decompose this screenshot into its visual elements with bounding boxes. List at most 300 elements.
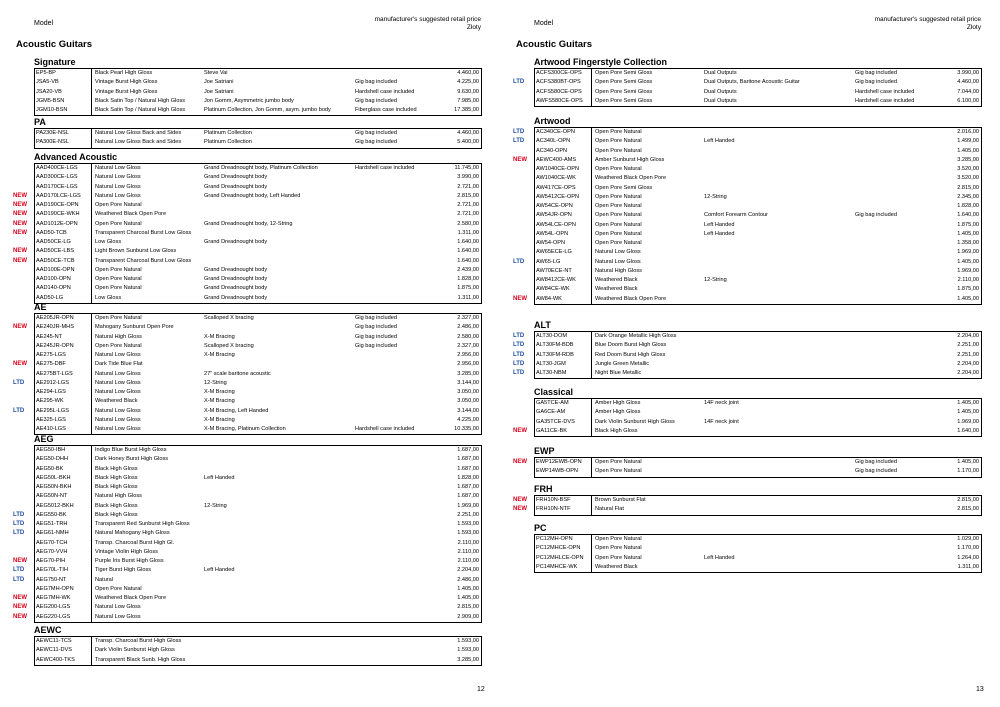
price-cell: 3.520,00 xyxy=(957,175,979,182)
ltd-badge: LTD xyxy=(13,407,25,414)
finish-cell: Low Gloss xyxy=(95,239,122,245)
model-cell: AEG50-BK xyxy=(34,465,92,474)
price-cell: 1.969,00 xyxy=(957,249,979,256)
table-row xyxy=(34,416,481,425)
accessory-cell: Gig bag included xyxy=(355,342,397,349)
price-cell: 1.264,00 xyxy=(957,554,979,561)
model-cell: AE410-LGS xyxy=(34,425,92,434)
table-row xyxy=(534,221,981,230)
finish-cell: Natural Flat xyxy=(595,506,624,513)
model-cell: FRH10N-BSF xyxy=(534,496,592,505)
new-badge: NEW xyxy=(13,613,27,620)
price-cell: 1.593,00 xyxy=(457,521,479,527)
model-cell: AE245JR-OPN xyxy=(34,342,92,351)
series-title: EWP xyxy=(534,446,555,456)
model-cell: AAD300CE-LGS xyxy=(34,173,92,182)
table-row xyxy=(534,248,981,257)
finish-cell: Black High Gloss xyxy=(595,427,638,434)
model-cell: AEG61-NMH xyxy=(34,529,92,538)
price-cell: 2.204,00 xyxy=(957,333,979,339)
finish-cell: Natural Low Gloss xyxy=(95,192,141,199)
finish-cell: Open Pore Natural xyxy=(595,240,642,246)
series-title: Artwood xyxy=(534,116,571,126)
price-cell: 2.327,00 xyxy=(457,342,479,349)
finish-cell: Open Pore Natural xyxy=(595,554,642,561)
finish-cell: Open Pore Natural xyxy=(595,203,642,209)
price-cell: 2.204,00 xyxy=(457,567,479,574)
model-cell: PC12MHCE-OPN xyxy=(534,544,592,553)
table-row xyxy=(34,646,481,655)
model-cell: AEG750-NT xyxy=(34,576,92,585)
table-row xyxy=(34,238,481,247)
model-cell: AE295-WK xyxy=(34,397,92,406)
price-cell: 17.385,00 xyxy=(454,107,479,113)
finish-cell: Weathered Black Open Pore xyxy=(95,595,167,601)
model-cell: AW5412CE-OPN xyxy=(534,193,592,202)
model-cell: EWP14WB-OPN xyxy=(534,467,592,476)
series-section xyxy=(513,387,982,437)
price-cell: 1.875,00 xyxy=(957,286,979,293)
finish-cell: Natural Low Gloss xyxy=(95,352,141,358)
table-row xyxy=(13,407,481,416)
finish-cell: Open Pore Semi Gloss xyxy=(595,184,653,191)
model-cell: AC340CE-OPN xyxy=(534,128,592,137)
finish-cell: Open Pore Natural xyxy=(95,276,142,282)
model-cell: AW54CE-OPN xyxy=(534,202,592,211)
table-row xyxy=(534,544,981,553)
price-cell: 2.345,00 xyxy=(957,193,979,200)
table-row xyxy=(534,165,981,174)
finish-cell: Open Pore Natural xyxy=(595,221,642,228)
price-cell: 2.486,00 xyxy=(457,324,479,331)
finish-cell: Open Pore Natural xyxy=(595,536,642,542)
price-cell: 2.909,00 xyxy=(457,613,479,620)
finish-cell: Vintage Burst High Gloss xyxy=(95,79,158,86)
price-cell: 1.687,00 xyxy=(457,447,479,453)
model-cell: AAD100E-OPN xyxy=(34,266,92,275)
table-row xyxy=(34,275,481,284)
table-row xyxy=(534,239,981,248)
new-badge: NEW xyxy=(13,220,27,227)
ltd-badge: LTD xyxy=(13,530,25,537)
finish-cell: Mahogany Sunburst Open Pore xyxy=(95,324,174,331)
finish-cell: Open Pore Natural xyxy=(95,266,142,273)
feature-cell: Scalloped X bracing xyxy=(204,315,254,321)
feature-cell: 12-String xyxy=(704,277,727,283)
feature-cell: Grand Dreadnought body, 12-String xyxy=(204,220,293,227)
accessory-cell: Gig bag included xyxy=(855,70,897,76)
finish-cell: Black High Gloss xyxy=(95,511,138,518)
table-row xyxy=(534,88,981,97)
finish-cell: Natural Low Gloss xyxy=(95,165,141,171)
ltd-badge: LTD xyxy=(513,129,525,135)
model-cell: GA6CE-AM xyxy=(534,408,592,417)
model-cell: FRH10N-NTF xyxy=(534,505,592,514)
finish-cell: Natural Low Gloss xyxy=(95,183,141,190)
table-row xyxy=(513,78,981,87)
price-cell: 1.640,00 xyxy=(957,212,979,219)
finish-cell: Natural High Gloss xyxy=(95,493,142,500)
series-title: PC xyxy=(534,523,547,533)
feature-cell: Left Handed xyxy=(704,554,735,561)
finish-cell: Natural Low Gloss xyxy=(95,389,141,395)
price-cell: 2.815,00 xyxy=(457,192,479,199)
price-table xyxy=(513,68,982,107)
table-row xyxy=(34,97,481,106)
model-cell: ACFS300CE-OPS xyxy=(534,69,592,78)
finish-cell: Transp. Charcoal Burst High Gloss xyxy=(95,638,182,644)
feature-cell: Left Handed xyxy=(704,138,735,145)
finish-cell: Weathered Black Open Pore xyxy=(595,295,667,302)
finish-cell: Open Pore Natural xyxy=(595,138,642,145)
finish-cell: Natural Low Gloss xyxy=(95,426,141,432)
series-title: ALT xyxy=(534,320,551,330)
feature-cell: Scalloped X bracing xyxy=(204,342,254,349)
price-cell: 1.405,00 xyxy=(957,459,979,465)
price-cell: 1.687,00 xyxy=(457,484,479,490)
model-cell: ALT30-JGM xyxy=(534,360,592,369)
price-cell: 2.110,00 xyxy=(457,539,479,546)
table-row xyxy=(34,656,481,665)
model-cell: ALT30FM-BDB xyxy=(534,341,592,350)
model-cell: AW54LCE-OPN xyxy=(534,221,592,230)
price-cell: 1.593,00 xyxy=(457,638,479,644)
feature-cell: X-M Bracing xyxy=(204,389,235,395)
finish-cell: Transparent Charcoal Burst Low Gloss xyxy=(95,257,192,264)
model-cell: AEG550-BK xyxy=(34,511,92,520)
table-row xyxy=(34,483,481,492)
table-row xyxy=(13,229,481,238)
price-cell: 3.285,00 xyxy=(957,156,979,163)
table-row xyxy=(13,529,481,538)
page-number: 12 xyxy=(477,686,485,693)
table-row xyxy=(534,211,981,220)
table-row xyxy=(513,332,981,341)
table-row xyxy=(34,183,481,192)
accessory-cell: Gig bag included xyxy=(855,212,897,219)
table-row xyxy=(513,156,981,165)
price-cell: 2.721,00 xyxy=(457,202,479,208)
new-badge: NEW xyxy=(513,156,527,163)
table-row xyxy=(34,548,481,557)
finish-cell: Natural Low Gloss xyxy=(95,407,141,414)
accessory-cell: Gig bag included xyxy=(355,79,397,86)
feature-cell: Platinum Collection xyxy=(204,130,252,136)
new-badge: NEW xyxy=(513,459,527,465)
price-cell: 1.405,00 xyxy=(957,400,979,406)
finish-cell: Weathered Black Open Pore xyxy=(95,211,167,218)
model-cell: AAD140-OPN xyxy=(34,284,92,293)
price-cell: 2.580,00 xyxy=(457,220,479,227)
model-cell: AEG7MH-WK xyxy=(34,594,92,603)
finish-cell: Natural xyxy=(95,576,114,583)
model-cell: AEG70-VVH xyxy=(34,548,92,557)
ltd-badge: LTD xyxy=(513,333,525,339)
feature-cell: Dual Outputs xyxy=(704,70,737,76)
feature-cell: 12-String xyxy=(704,193,727,200)
feature-cell: X-M Bracing xyxy=(204,333,235,340)
table-row xyxy=(13,520,481,529)
finish-cell: Dark Violin Sunburst High Gloss xyxy=(595,418,675,425)
finish-cell: Natural Low Gloss xyxy=(95,604,141,611)
accessory-cell: Hardshell case included xyxy=(355,426,415,432)
finish-cell: Open Pore Semi Gloss xyxy=(595,70,653,76)
feature-cell: Joe Satriani xyxy=(204,79,234,86)
price-table xyxy=(34,128,482,149)
series-section xyxy=(513,484,982,516)
model-cell: EP5-BP xyxy=(34,69,92,78)
series-section xyxy=(513,116,982,305)
page-title: Acoustic Guitars xyxy=(516,39,593,50)
ltd-badge: LTD xyxy=(513,138,525,145)
model-cell: AAD50-TCB xyxy=(34,229,92,238)
price-cell: 1.405,00 xyxy=(457,595,479,601)
price-cell: 3.144,00 xyxy=(457,379,479,386)
ltd-badge: LTD xyxy=(513,342,525,349)
model-cell: AAD50CE-LG xyxy=(34,238,92,247)
accessory-cell: Gig bag included xyxy=(355,333,397,340)
price-cell: 2.486,00 xyxy=(457,576,479,583)
table-row xyxy=(34,492,481,501)
table-row xyxy=(513,351,981,360)
price-cell: 3.285,00 xyxy=(457,370,479,377)
price-cell: 2.204,00 xyxy=(957,360,979,367)
table-row xyxy=(13,379,481,388)
table-row xyxy=(34,342,481,351)
series-title: AE xyxy=(34,302,47,312)
ltd-badge: LTD xyxy=(13,567,25,574)
feature-cell: Left Handed xyxy=(204,474,235,481)
table-row xyxy=(13,247,481,256)
price-cell: 3.050,00 xyxy=(457,398,479,405)
price-cell: 1.405,00 xyxy=(457,585,479,592)
model-cell: AE245-NT xyxy=(34,333,92,342)
price-cell: 7.044,00 xyxy=(957,88,979,95)
model-cell: AW84-WK xyxy=(534,295,592,304)
finish-cell: Natural Low Gloss Back and Sides xyxy=(95,139,182,146)
table-row xyxy=(513,258,981,267)
model-cell: AW1040CE-OPN xyxy=(534,165,592,174)
finish-cell: Weathered Black xyxy=(95,398,138,405)
model-cell: EWP12EWB-OPN xyxy=(534,458,592,467)
table-row xyxy=(534,535,981,544)
finish-cell: Open Pore Natural xyxy=(595,129,642,135)
model-cell: AAD50-LG xyxy=(34,294,92,303)
price-cell: 1.875,00 xyxy=(957,221,979,228)
price-cell: 2.439,00 xyxy=(457,266,479,273)
new-badge: NEW xyxy=(13,211,27,218)
right-page xyxy=(500,0,1000,707)
new-badge: NEW xyxy=(13,324,27,331)
model-cell: AW54-OPN xyxy=(534,239,592,248)
price-cell: 2.956,00 xyxy=(457,352,479,358)
price-column-label xyxy=(366,16,481,32)
table-row xyxy=(34,455,481,464)
series-title: PA xyxy=(34,117,46,127)
price-cell: 1.828,00 xyxy=(457,474,479,481)
finish-cell: Amber Sunburst High Gloss xyxy=(595,156,665,163)
table-row xyxy=(13,201,481,210)
feature-cell: Grand Dreadnought body xyxy=(204,266,268,273)
price-cell: 3.144,00 xyxy=(457,407,479,414)
table-row xyxy=(13,210,481,219)
price-cell: 1.640,00 xyxy=(457,257,479,264)
finish-cell: Open Pore Semi Gloss xyxy=(595,88,653,95)
model-cell: ACFS580CE-OPS xyxy=(534,88,592,97)
table-row xyxy=(13,557,481,566)
feature-cell: Grand Dreadnought body xyxy=(204,239,268,245)
price-cell: 2.110,00 xyxy=(457,548,479,555)
price-cell: 1.029,00 xyxy=(957,536,979,542)
page-number: 13 xyxy=(976,686,984,693)
table-row xyxy=(34,69,481,78)
table-row xyxy=(34,388,481,397)
price-cell: 1.875,00 xyxy=(457,285,479,292)
series-title: AEG xyxy=(34,434,54,444)
finish-cell: Transp. Charcoal Burst High Gl. xyxy=(95,539,175,546)
price-column-label xyxy=(866,16,981,32)
accessory-cell: Hardshell case included xyxy=(355,165,415,171)
feature-cell: Platinum Collection xyxy=(204,139,252,146)
price-cell: 4.460,00 xyxy=(457,130,479,136)
finish-cell: Purple Iris Burst High Gloss xyxy=(95,558,164,564)
table-row xyxy=(534,399,981,408)
feature-cell: Dual Outputs xyxy=(704,97,737,104)
feature-cell: 27" scale baritone acoustic xyxy=(204,370,271,377)
price-table xyxy=(513,127,982,305)
page-title: Acoustic Guitars xyxy=(16,39,93,50)
new-badge: NEW xyxy=(13,248,27,255)
new-badge: NEW xyxy=(513,497,527,503)
finish-cell: Open Pore Natural xyxy=(595,545,642,552)
table-row xyxy=(34,333,481,342)
model-cell: PA230E-NSL xyxy=(34,129,92,138)
feature-cell: Grand Dreadnought body xyxy=(204,294,268,301)
price-cell: 2.815,00 xyxy=(957,184,979,191)
new-badge: NEW xyxy=(13,558,27,564)
finish-cell: Jungle Green Metallic xyxy=(595,360,650,367)
model-cell: AEG50-IBH xyxy=(34,446,92,455)
model-cell: AAD170LCE-LGS xyxy=(34,192,92,201)
table-row xyxy=(513,341,981,350)
series-section xyxy=(34,625,482,666)
model-cell: AW54L-OPN xyxy=(534,230,592,239)
accessory-cell: Gig bag included xyxy=(855,468,897,475)
price-cell: 2.815,00 xyxy=(957,506,979,513)
accessory-cell: Hardshell case included xyxy=(355,88,415,95)
finish-cell: Natural High Gloss xyxy=(95,333,142,340)
finish-cell: Open Pore Natural xyxy=(95,220,142,227)
accessory-cell: Hardshell case included xyxy=(855,97,915,104)
finish-cell: Natural Low Gloss xyxy=(95,613,141,620)
finish-cell: Open Pore Natural xyxy=(95,202,142,208)
finish-cell: Natural Low Gloss Back and Sides xyxy=(95,130,182,136)
finish-cell: Natural Mahogany High Gloss xyxy=(95,530,170,537)
price-cell: 3.285,00 xyxy=(457,656,479,663)
price-cell: 2.580,00 xyxy=(457,333,479,340)
model-cell: AEG51-TRH xyxy=(34,520,92,529)
model-cell: AAD170CE-LGS xyxy=(34,183,92,192)
price-table xyxy=(534,534,982,573)
finish-cell: Light Brown Sunburst Low Gloss xyxy=(95,248,177,255)
finish-cell: Weathered Black xyxy=(595,286,638,293)
accessory-cell: Gig bag included xyxy=(355,315,397,321)
table-row xyxy=(34,351,481,360)
finish-cell: Black High Gloss xyxy=(95,502,138,509)
finish-cell: Natural High Gloss xyxy=(595,267,642,274)
new-badge: NEW xyxy=(13,604,27,611)
table-row xyxy=(34,446,481,455)
finish-cell: Natural Low Gloss xyxy=(95,379,141,386)
finish-cell: Weathered Black xyxy=(595,563,638,570)
model-cell: AAD190CE-WKH xyxy=(34,210,92,219)
finish-cell: Open Pore Natural xyxy=(595,147,642,154)
price-cell: 2.110,00 xyxy=(457,558,479,564)
accessory-cell: Gig bag included xyxy=(355,139,397,146)
model-cell: AAD100-OPN xyxy=(34,275,92,284)
series-title: AEWC xyxy=(34,625,62,635)
series-section xyxy=(513,57,982,107)
model-cell: AEG50-DHH xyxy=(34,455,92,464)
price-cell: 5.400,00 xyxy=(457,139,479,146)
price-cell: 2.251,00 xyxy=(957,342,979,349)
price-currency-label: Złoty xyxy=(966,24,981,31)
feature-cell: X-M Bracing xyxy=(204,416,235,423)
feature-cell: Left Handed xyxy=(704,221,735,228)
model-cell: AW1040CE-WK xyxy=(534,174,592,183)
new-badge: NEW xyxy=(513,427,527,434)
model-cell: AE205JR-OPN xyxy=(34,314,92,323)
series-title: FRH xyxy=(534,484,553,494)
finish-cell: Natural Low Gloss xyxy=(595,249,641,256)
finish-cell: Open Pore Natural xyxy=(595,212,642,219)
model-cell: ALT30-DOM xyxy=(534,332,592,341)
table-row xyxy=(534,276,981,285)
finish-cell: Dark Tide Blue Flat xyxy=(95,361,143,368)
table-row xyxy=(34,266,481,275)
table-row xyxy=(513,496,981,505)
price-cell: 2.327,00 xyxy=(457,315,479,321)
table-row xyxy=(13,511,481,520)
model-column-label: Model xyxy=(34,20,54,27)
price-cell: 1.358,00 xyxy=(957,240,979,246)
table-row xyxy=(534,467,981,476)
model-cell: AE295L-LGS xyxy=(34,407,92,416)
model-cell: AAD50CE-LBS xyxy=(34,247,92,256)
model-cell: AAD1012E-OPN xyxy=(34,220,92,229)
table-row xyxy=(534,408,981,417)
finish-cell: Black High Gloss xyxy=(95,474,138,481)
price-cell: 4.460,00 xyxy=(957,79,979,86)
price-cell: 1.969,00 xyxy=(957,267,979,274)
ltd-badge: LTD xyxy=(513,258,525,265)
price-cell: 4.225,00 xyxy=(457,416,479,423)
table-row xyxy=(534,69,981,78)
table-row xyxy=(13,566,481,575)
table-row xyxy=(34,474,481,483)
series-title: Advanced Acoustic xyxy=(34,152,118,162)
price-cell: 11.745,00 xyxy=(454,165,479,171)
table-row xyxy=(13,594,481,603)
price-cell: 1.969,00 xyxy=(457,502,479,509)
table-row xyxy=(13,360,481,369)
price-cell: 1.170,00 xyxy=(957,468,979,475)
finish-cell: Black High Gloss xyxy=(95,484,138,490)
feature-cell: 14F neck joint xyxy=(704,400,739,406)
model-cell: AC340-OPN xyxy=(534,147,592,156)
feature-cell: X-M Bracing xyxy=(204,352,235,358)
new-badge: NEW xyxy=(13,202,27,208)
